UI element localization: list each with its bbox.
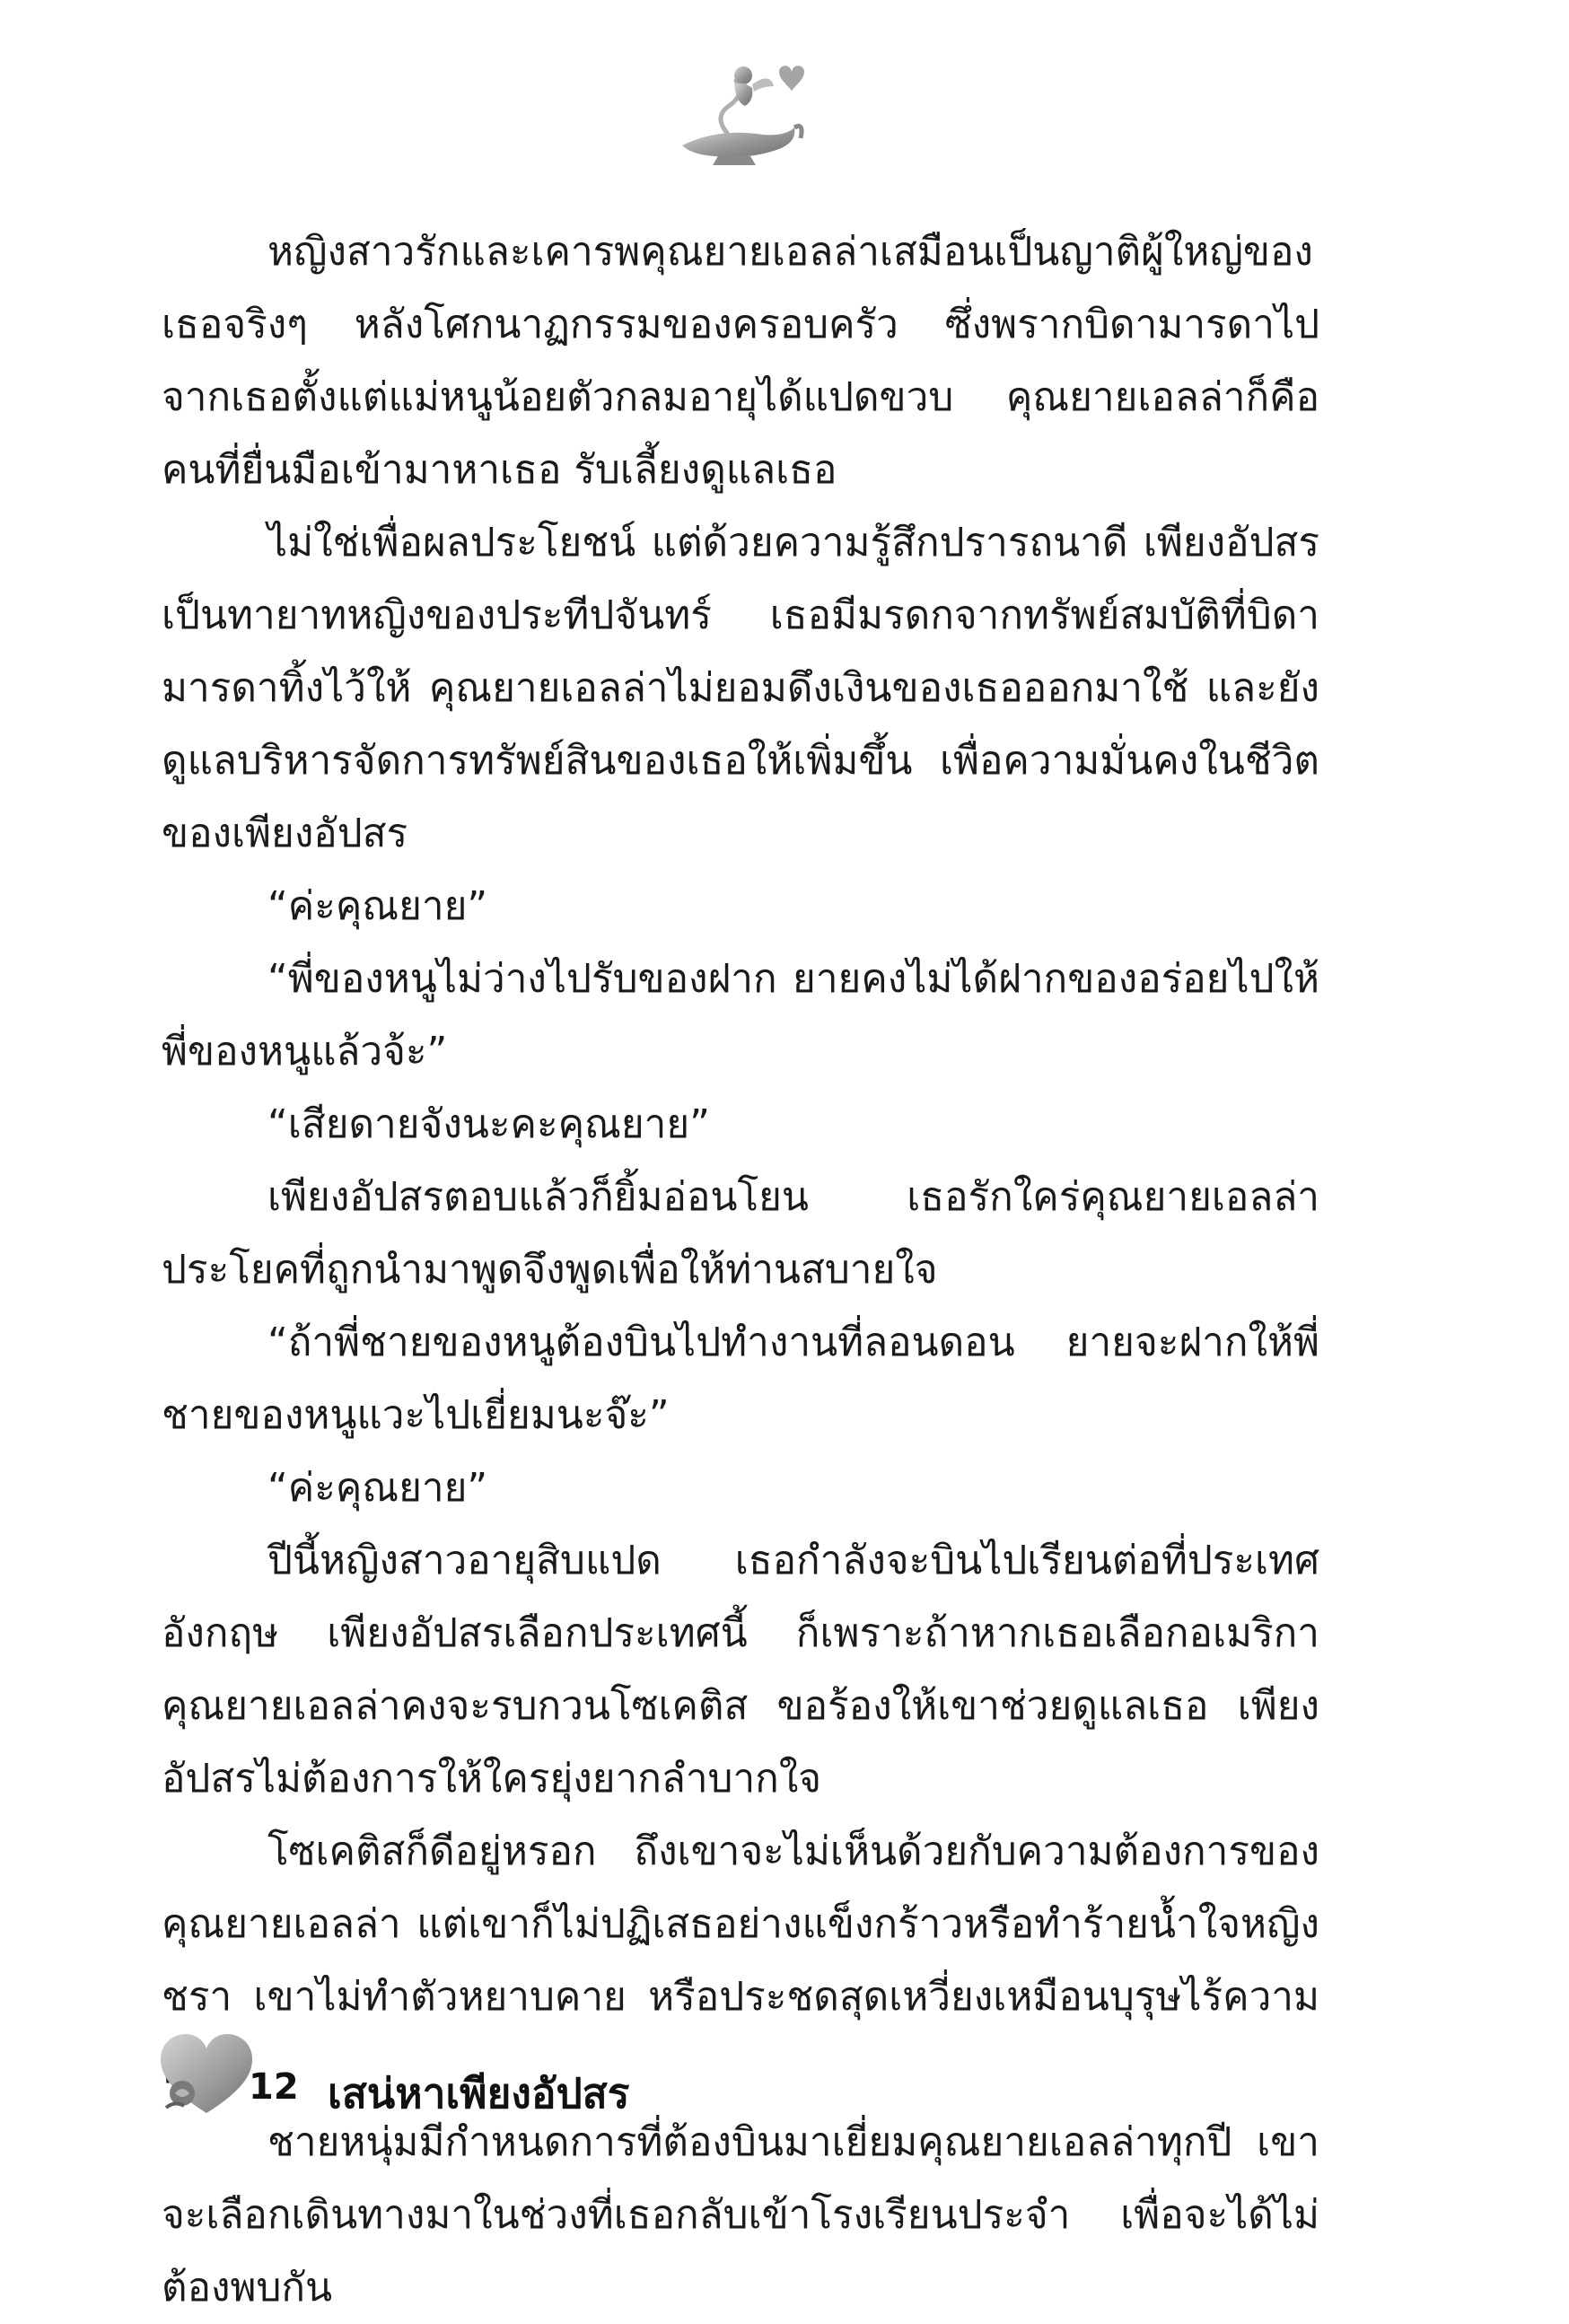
page-footer (157, 2030, 785, 2129)
heart-rose-icon (157, 2030, 256, 2120)
paragraph: ไม่ใช่เพื่อผลประโยชน์ แต่ด้วยความรู้สึกปรารถนาดี เพียงอัปสรเป็นทายาทหญิงของประทีปจันทร์ เธอมีมรดกจากทรัพย์สมบัติที่บิดามารดาทิ้งไว้ให้ คุณยายเอลล่าไม่ยอมดึงเงินของเธอออกมาใช้ และยังดูแลบริหารจัดการทรัพย์สินของเธอให้เพิ่มขึ้น เพื่อความมั่นคงในชีวิตของเพียงอัปสร (162, 520, 1319, 856)
paragraph: “พี่ของหนูไม่ว่างไปรับของฝาก ยายคงไม่ได้ฝากของอร่อยไปให้พี่ของหนูแล้วจ้ะ” (162, 956, 1319, 1074)
paragraph: “ค่ะคุณยาย” (267, 883, 488, 929)
body-text (162, 215, 1319, 2324)
paragraph: “ค่ะคุณยาย” (267, 1465, 488, 1511)
page-number: 12 (249, 2066, 299, 2108)
paragraph: “เสียดายจังนะคะคุณยาย” (267, 1101, 710, 1147)
paragraph: เพียงอัปสรตอบแล้วก็ยิ้มอ่อนโยน เธอรักใคร่คุณยายเอลล่า ประโยคที่ถูกนำมาพูดจึงพูดเพื่อให้ท่านสบายใจ (162, 1174, 1319, 1293)
paragraph: โซเคติสก็ดีอยู่หรอก ถึงเขาจะไม่เห็นด้วยกับความต้องการของคุณยายเอลล่า แต่เขาก็ไม่ปฏิเสธอย่างแข็งกร้าวหรือทำร้ายน้ำใจหญิงชรา เขาไม่ทำตัวหยาบคาย หรือประชดสุดเหวี่ยงเหมือนบุรุษไร้ความ (162, 1829, 1319, 2020)
paragraph: “ถ้าพี่ชายของหนูต้องบินไปทำงานที่ลอนดอน ยายจะฝากให้พี่ชายของหนูแวะไปเยี่ยมนะจ๊ะ” (162, 1320, 1319, 1438)
paragraph: ชายหนุ่มมีกำหนดการที่ต้องบินมาเยี่ยมคุณยายเอลล่าทุกปี เขาจะเลือกเดินทางมาในช่วงที่เธอกลับเข้าโรงเรียนประจำ เพื่อจะได้ไม่ต้องพบกัน (162, 2119, 1319, 2311)
cupid-lamp-ornament-icon (664, 45, 808, 171)
book-title: เสน่หาเพียงอัปสร (328, 2069, 630, 2118)
paragraph: หญิงสาวรักและเคารพคุณยายเอลล่าเสมือนเป็นญาติผู้ใหญ่ของเธอจริงๆ หลังโศกนาฏกรรมของครอบครัว ซึ่งพรากบิดามารดาไปจากเธอตั้งแต่แม่หนูน้อยตัวกลมอายุได้แปดขวบ คุณยายเอลล่าก็คือคนที่ยื่นมือเข้ามาหาเธอ รับเลี้ยงดูแลเธอ (162, 229, 1319, 493)
paragraph: ปีนี้หญิงสาวอายุสิบแปด เธอกำลังจะบินไปเรียนต่อที่ประเทศอังกฤษ เพียงอัปสรเลือกประเทศนี้ ก็เพราะถ้าหากเธอเลือกอเมริกา คุณยายเอลล่าคงจะรบกวนโซเคติส ขอร้องให้เขาช่วยดูแลเธอ เพียงอัปสรไม่ต้องการให้ใครยุ่งยากลำบากใจ (162, 1538, 1319, 1802)
